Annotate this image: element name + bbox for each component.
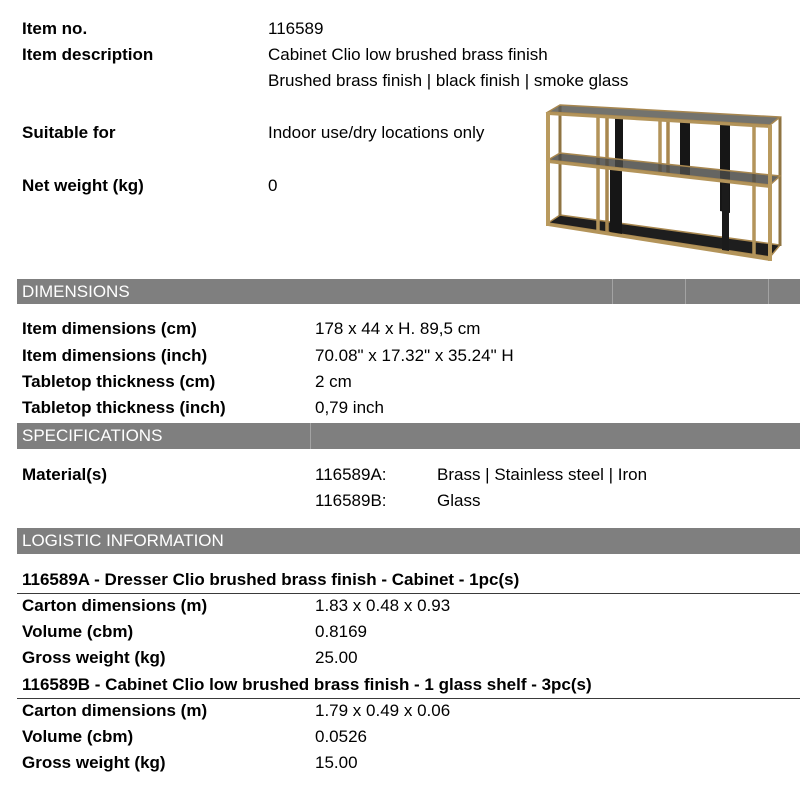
gross-weight-value: 15.00 xyxy=(315,753,358,772)
suitable-for-value: Indoor use/dry locations only xyxy=(268,123,485,142)
carton-dimensions-value: 1.83 x 0.48 x 0.93 xyxy=(315,596,451,615)
black-panel xyxy=(722,181,729,251)
volume-value: 0.8169 xyxy=(315,622,367,641)
cell-divider xyxy=(612,279,613,304)
bottom-shelf xyxy=(548,215,780,257)
product-image xyxy=(540,95,790,267)
volume-label: Volume (cbm) xyxy=(22,622,134,641)
logistic-section-bar xyxy=(17,528,800,554)
carton-dimensions-label: Carton dimensions (m) xyxy=(22,596,208,615)
volume-label: Volume (cbm) xyxy=(22,727,134,746)
package-title: 116589B - Cabinet Clio low brushed brass finish - 1 glass shelf - 3pc(s) xyxy=(22,675,592,694)
material-value: Glass xyxy=(437,491,481,510)
dimension-value: 0,79 inch xyxy=(315,398,384,417)
gross-weight-label: Gross weight (kg) xyxy=(22,753,166,772)
volume-value: 0.0526 xyxy=(315,727,367,746)
dimension-label: Tabletop thickness (cm) xyxy=(22,372,216,391)
material-value: Brass | Stainless steel | Iron xyxy=(437,465,648,484)
logistic-title: LOGISTIC INFORMATION xyxy=(22,531,224,550)
item-description-line-2: Brushed brass finish | black finish | smoke glass xyxy=(268,71,629,90)
net-weight-value: 0 xyxy=(268,176,278,195)
dimensions-title: DIMENSIONS xyxy=(22,282,130,301)
specifications-section-bar xyxy=(17,423,800,449)
dimension-label: Item dimensions (cm) xyxy=(22,319,197,338)
dimension-value: 70.08" x 17.32" x 35.24" H xyxy=(315,346,514,365)
specifications-title: SPECIFICATIONS xyxy=(22,426,163,445)
cell-divider xyxy=(685,279,686,304)
cell-divider xyxy=(768,279,769,304)
item-no-label: Item no. xyxy=(22,19,88,38)
carton-dimensions-label: Carton dimensions (m) xyxy=(22,701,208,720)
black-panel xyxy=(610,167,622,234)
carton-dimensions-value: 1.79 x 0.49 x 0.06 xyxy=(315,701,451,720)
gross-weight-value: 25.00 xyxy=(315,648,358,667)
item-no-value: 116589 xyxy=(268,19,324,38)
dimensions-section-bar xyxy=(17,279,800,304)
suitable-for-label: Suitable for xyxy=(22,123,116,142)
dimension-value: 178 x 44 x H. 89,5 cm xyxy=(315,319,481,338)
material-code: 116589A: xyxy=(315,465,387,484)
cell-divider xyxy=(310,423,311,449)
material-code: 116589B: xyxy=(315,491,387,510)
middle-shelf xyxy=(548,153,780,185)
materials-label: Material(s) xyxy=(22,465,108,484)
net-weight-label: Net weight (kg) xyxy=(22,176,144,195)
dimension-label: Tabletop thickness (inch) xyxy=(22,398,226,417)
dimension-label: Item dimensions (inch) xyxy=(22,346,208,365)
package-title: 116589A - Dresser Clio brushed brass finish - Cabinet - 1pc(s) xyxy=(22,570,520,589)
dimension-value: 2 cm xyxy=(315,372,352,391)
item-description-line-1: Cabinet Clio low brushed brass finish xyxy=(268,45,548,64)
item-description-label: Item description xyxy=(22,45,154,64)
gross-weight-label: Gross weight (kg) xyxy=(22,648,166,667)
